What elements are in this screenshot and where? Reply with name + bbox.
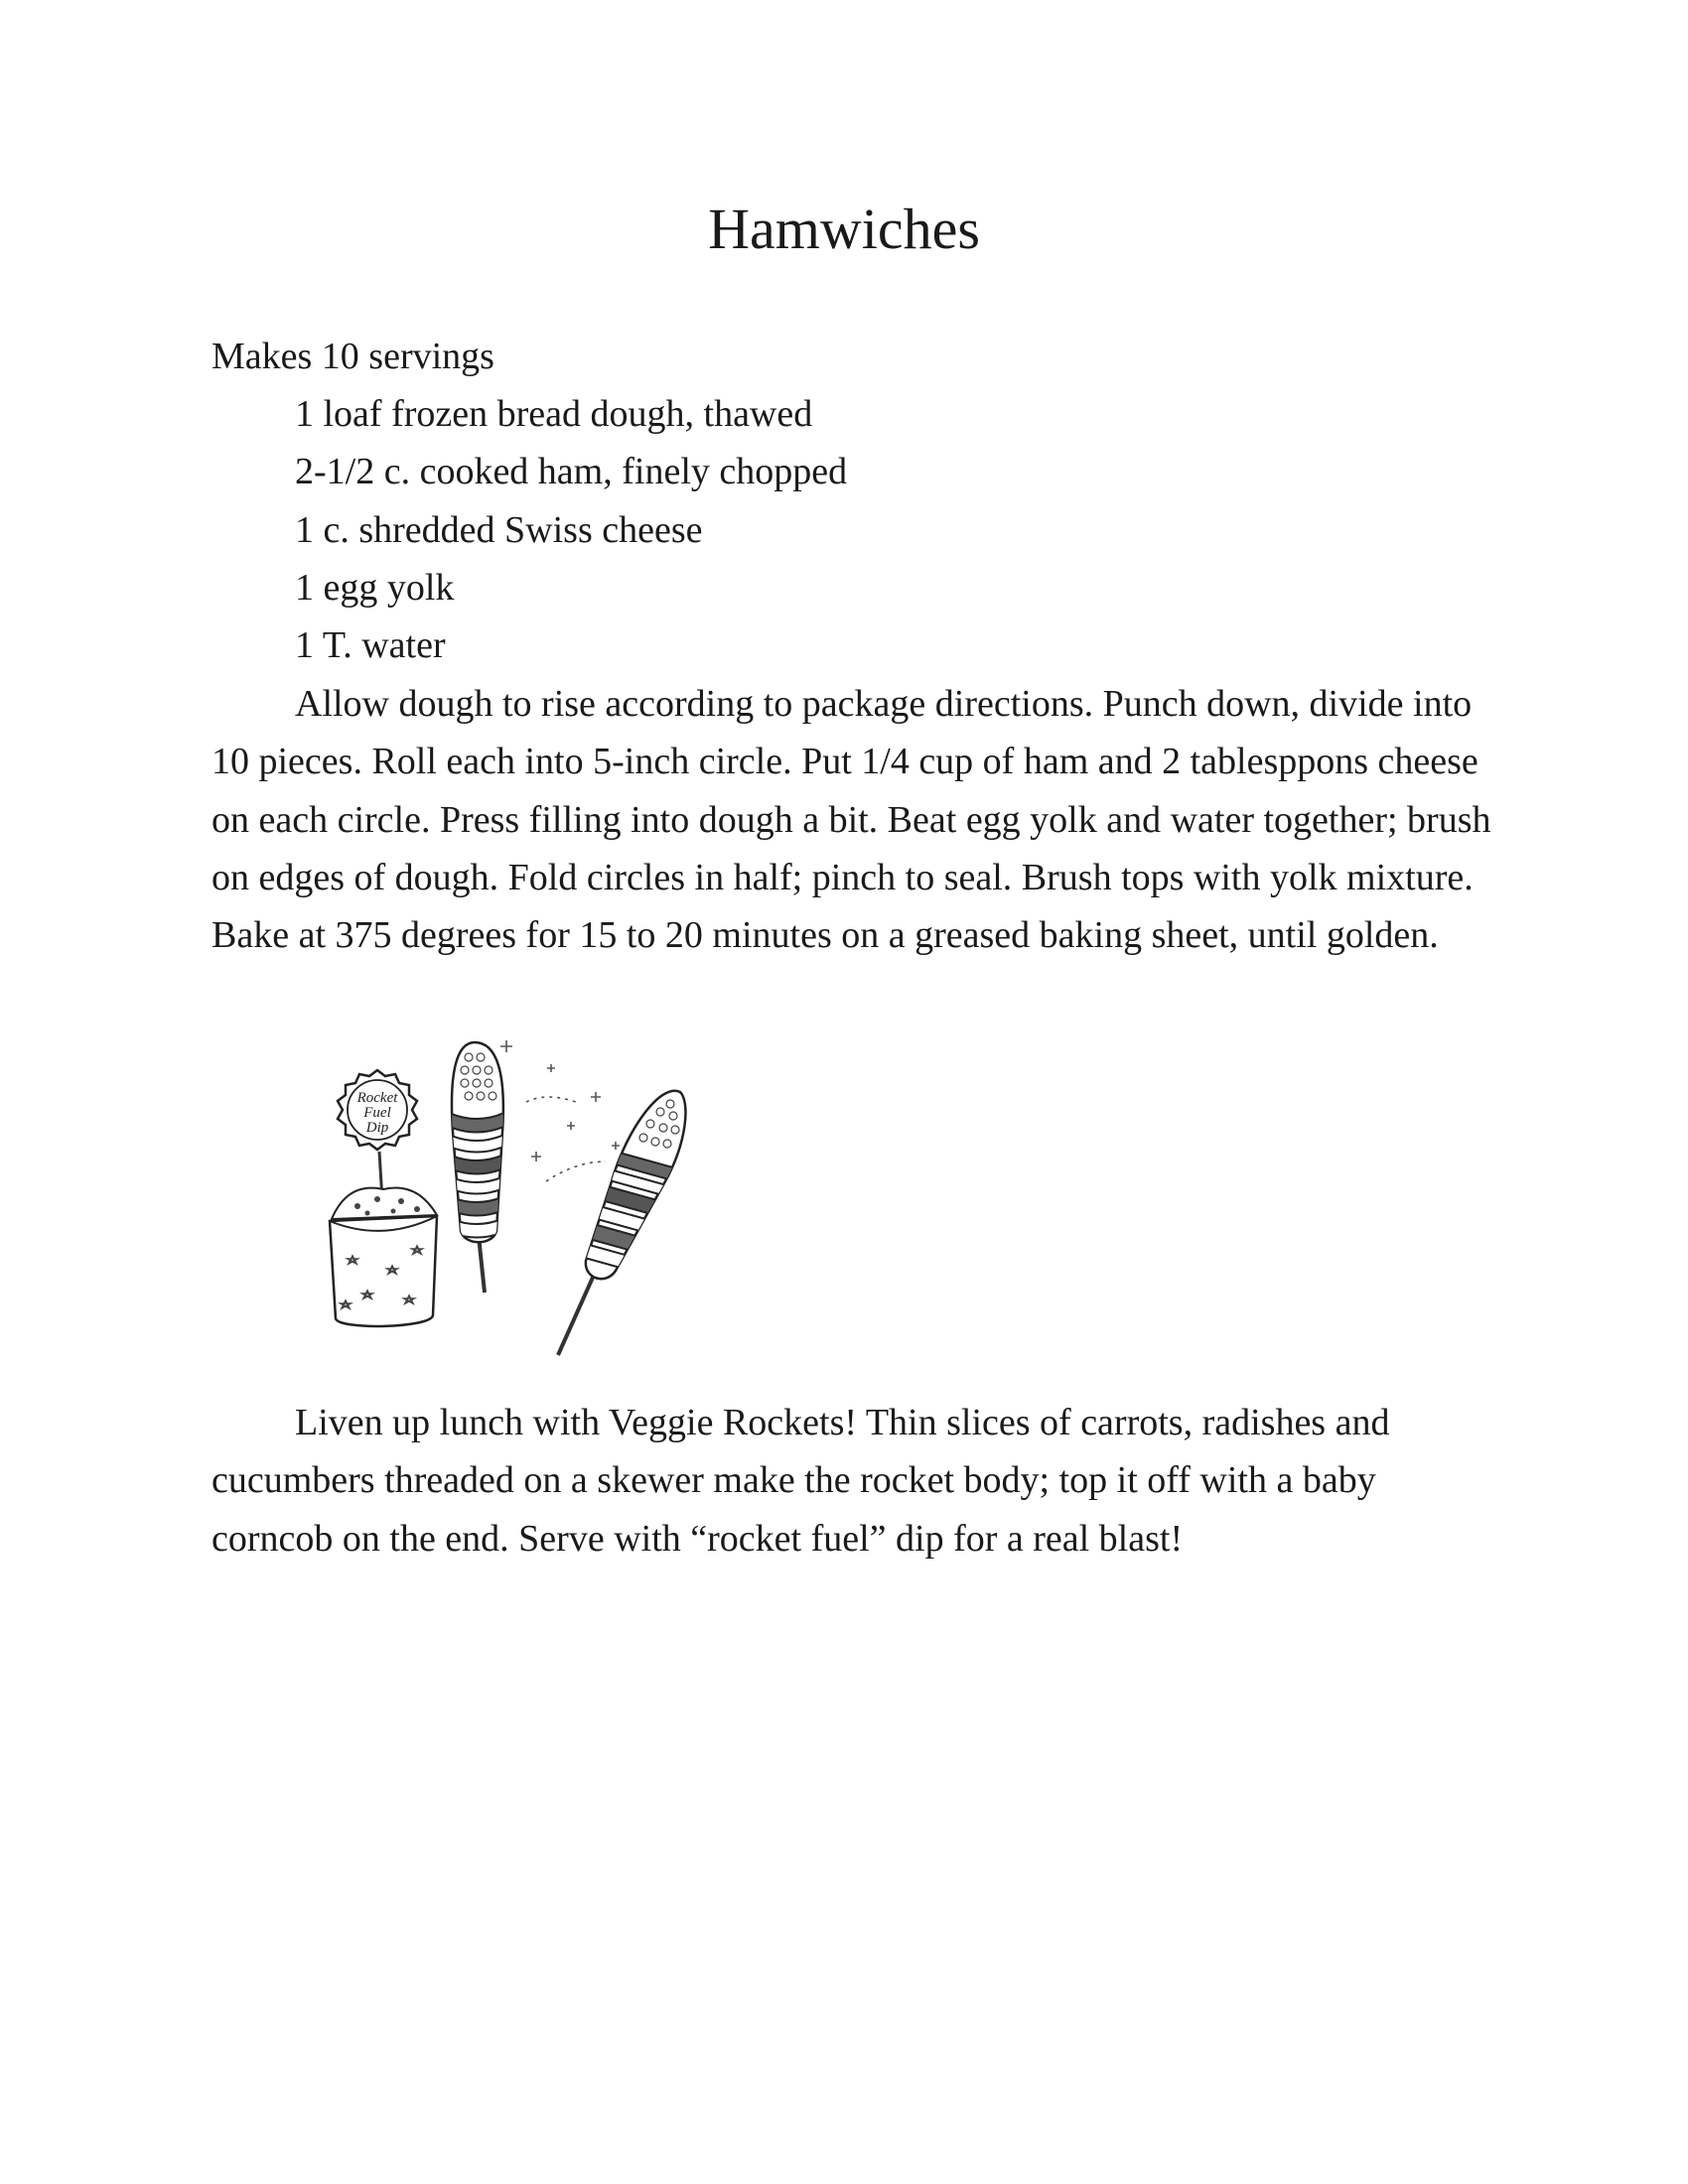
ingredient-item: 1 egg yolk [295,566,455,609]
veggie-rocket-upright [447,1042,510,1293]
sign-text-line: Fuel [363,1105,391,1121]
servings-line: Makes 10 servings [211,336,494,377]
rocket-fuel-dip-sign [338,1070,417,1150]
veggie-rocket-tilted [558,1091,687,1355]
tip-paragraph: Liven up lunch with Veggie Rockets! Thin slices of carrots, radishes and cucumbers threaded on a skewer make the rocket body; top it off with a baby corncob on the end. Serve with “rocket fuel” dip for a real blast! [211,1402,1390,1560]
sparkle-stars [500,1040,620,1181]
ingredient-item: 1 c. shredded Swiss cheese [295,508,703,551]
recipe-title: Hamwiches [708,197,980,261]
ingredient-item: 1 T. water [295,624,446,667]
sign-text-line: Dip [365,1120,389,1136]
ingredient-item: 2-1/2 c. cooked ham, finely chopped [295,451,848,493]
ingredient-item: 1 loaf frozen bread dough, thawed [295,393,813,435]
veggie-rockets-illustration [298,1032,695,1370]
sign-text-line: Rocket [356,1090,398,1106]
ingredient-list [211,385,1502,674]
dip-bowl [330,1152,437,1326]
directions-paragraph: Allow dough to rise according to package directions. Punch down, divide into 10 pieces. Roll each into 5-inch circle. Put 1/4 cup of ham and 2 tablesppons cheese on each circle. Press filling into dough a bit. Beat egg yolk and water together; brush on edges of dough. Fold circles in half; pinch to seal. Brush tops with yolk mixture. Bake at 375 degrees for 15 to 20 minutes on a greased baking sheet, until golden. [211,683,1491,957]
